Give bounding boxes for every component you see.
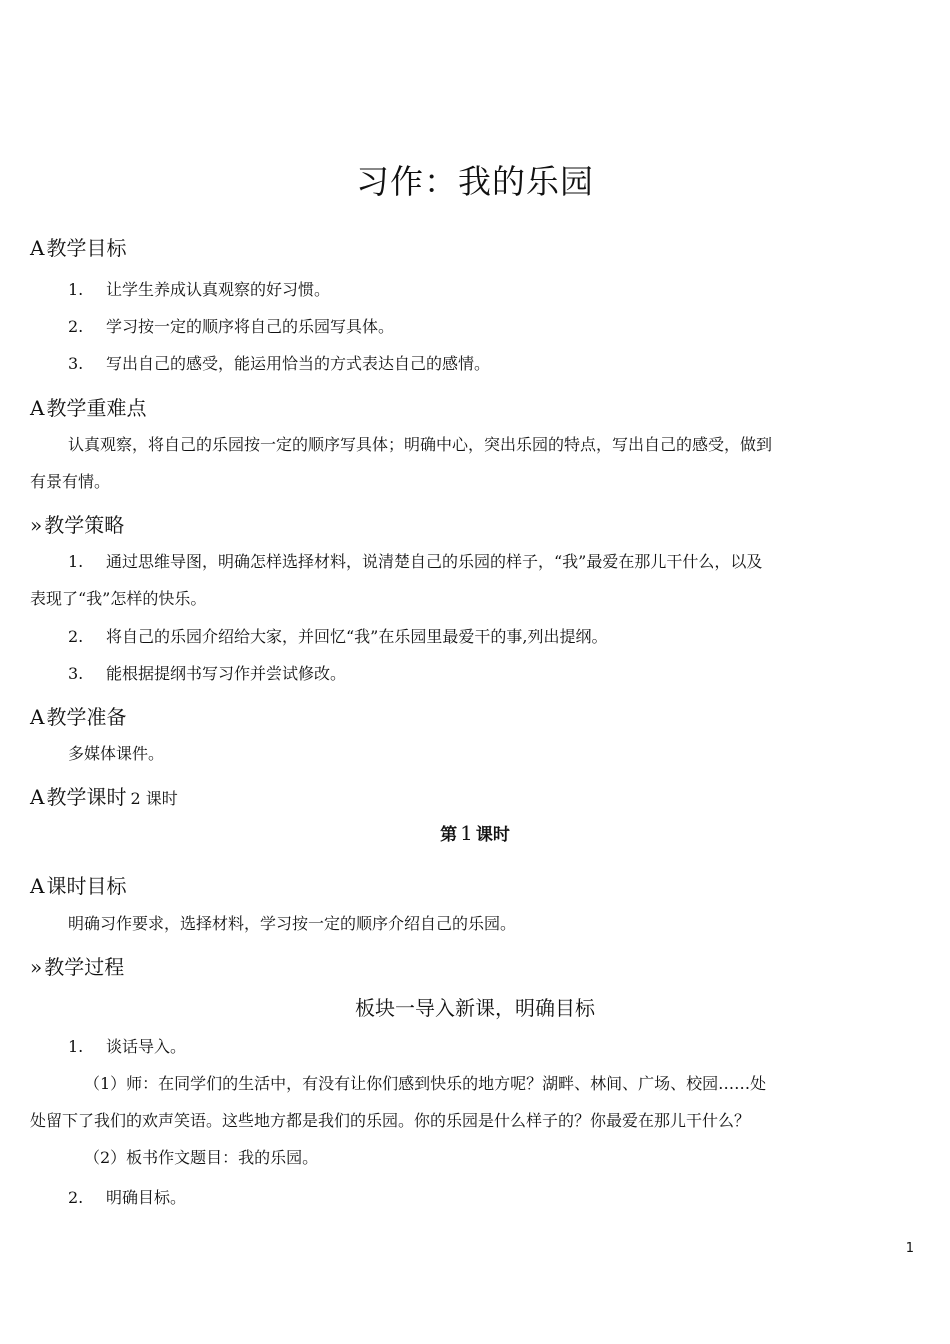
list-text: 让学生养成认真观察的好习惯。	[106, 280, 331, 299]
lesson-number: 1	[460, 821, 473, 845]
heading-text: 教学准备	[46, 705, 127, 729]
paragraph-line: 表现了“我”怎样的快乐。	[30, 589, 207, 608]
list-number: 1.	[68, 552, 84, 571]
section-heading-lesson-goal	[30, 870, 126, 899]
paragraph-line: （2）板书作文题目：我的乐园。	[84, 1148, 319, 1167]
list-item	[68, 549, 762, 572]
list-number: 3.	[68, 664, 84, 683]
list-number: 2.	[68, 1188, 84, 1207]
list-item	[68, 1185, 186, 1208]
heading-text: 教学重难点	[46, 396, 147, 420]
list-item	[68, 624, 607, 647]
heading-text: 课时目标	[46, 874, 127, 898]
list-text: 通过思维导图，明确怎样选择材料，说清楚自己的乐园的样子，“我”最爱在那儿干什么，以及	[106, 552, 763, 571]
list-number: 1.	[68, 280, 84, 299]
lesson-heading	[0, 820, 950, 845]
list-text: 写出自己的感受，能运用恰当的方式表达自己的感情。	[106, 354, 491, 373]
lesson-heading-post: 课时	[475, 825, 510, 845]
paragraph-line: 明确习作要求，选择材料，学习按一定的顺序介绍自己的乐园。	[68, 914, 517, 933]
heading-marker: »	[30, 513, 43, 537]
block-title: 板块一导入新课，明确目标	[355, 996, 595, 1020]
heading-marker: A	[30, 236, 45, 260]
list-item	[68, 351, 490, 374]
heading-text: 教学策略	[44, 513, 125, 537]
list-text: 能根据提纲书写习作并尝试修改。	[106, 664, 347, 683]
paragraph-line: 处留下了我们的欢声笑语。这些地方都是我们的乐园。你的乐园是什么样子的？你最爱在那儿干什么？	[30, 1111, 751, 1130]
heading-marker: A	[30, 785, 45, 809]
heading-marker: A	[30, 396, 45, 420]
heading-marker: »	[30, 955, 43, 979]
section-heading-hours	[30, 781, 178, 810]
list-number: 1.	[68, 1037, 84, 1056]
section-heading-preparation	[30, 701, 126, 730]
lesson-heading-pre: 第	[440, 825, 458, 845]
heading-text: 教学课时	[46, 785, 127, 809]
heading-marker: A	[30, 705, 45, 729]
heading-text: 教学目标	[46, 236, 127, 260]
section-heading-key-points	[30, 392, 146, 421]
list-text: 明确目标。	[106, 1188, 187, 1207]
list-number: 3.	[68, 354, 84, 373]
paragraph-line: 认真观察，将自己的乐园按一定的顺序写具体；明确中心，突出乐园的特点，写出自己的感受，做到	[68, 435, 773, 454]
list-item	[68, 277, 330, 300]
list-item	[68, 1034, 186, 1057]
section-heading-process	[30, 951, 124, 980]
list-number: 2.	[68, 627, 84, 646]
heading-marker: A	[30, 874, 45, 898]
section-heading-goals	[30, 232, 126, 261]
paragraph-line: （1）师：在同学们的生活中，有没有让你们感到快乐的地方呢？湖畔、林间、广场、校园……处	[84, 1074, 767, 1093]
paragraph-line: 有景有情。	[30, 472, 111, 491]
section-heading-strategy	[30, 509, 124, 538]
list-number: 2.	[68, 317, 84, 336]
list-item	[68, 661, 346, 684]
heading-text: 教学过程	[44, 955, 125, 979]
hours-value: 2 课时	[130, 789, 178, 808]
paragraph-line: 多媒体课件。	[68, 744, 165, 763]
list-text: 将自己的乐园介绍给大家，并回忆“我”在乐园里最爱干的事,列出提纲。	[106, 627, 608, 646]
list-text: 谈话导入。	[106, 1037, 187, 1056]
page-number: 1	[905, 1241, 914, 1256]
document-title: 习作：我的乐园	[356, 162, 594, 201]
list-item	[68, 314, 394, 337]
list-text: 学习按一定的顺序将自己的乐园写具体。	[106, 317, 395, 336]
